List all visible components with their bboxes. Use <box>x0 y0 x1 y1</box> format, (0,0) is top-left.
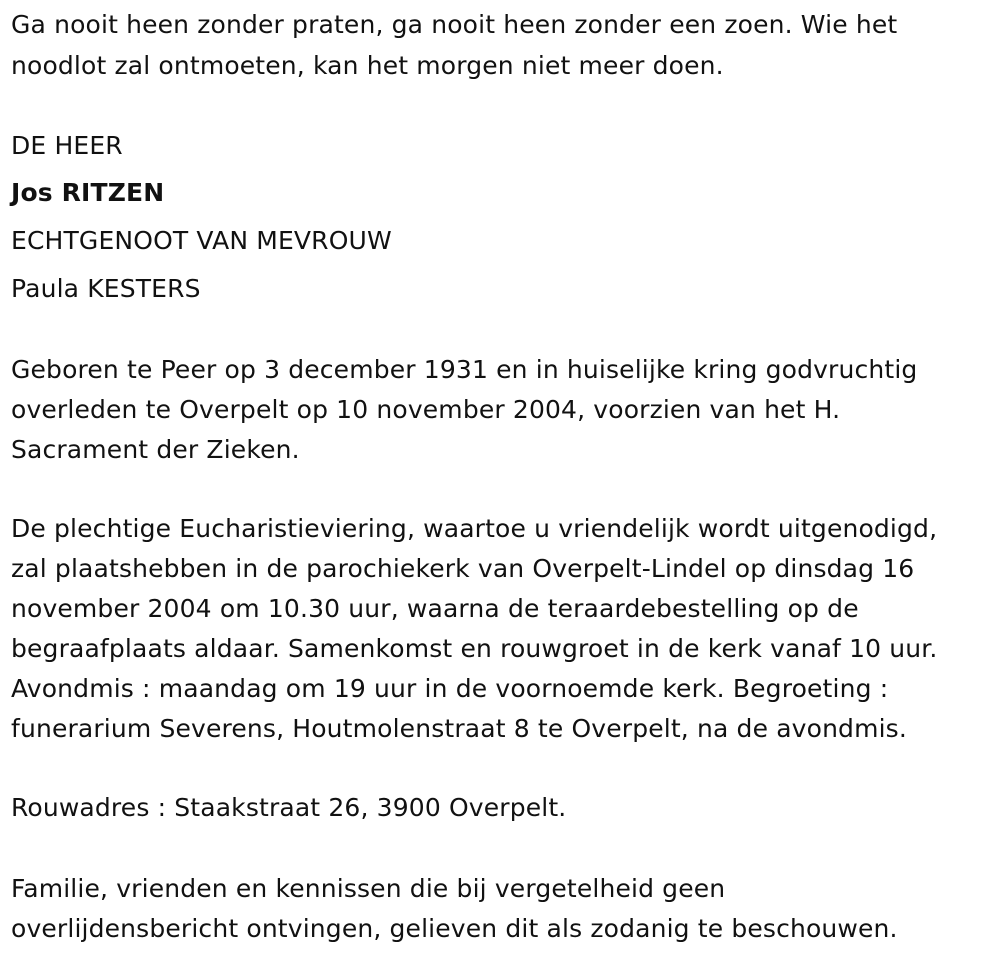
birth-death-line-2: overleden te Overpelt op 10 november 2004, voorzien van het H. <box>11 395 841 424</box>
closing-line-2: overlijdensbericht ontvingen, gelieven dit als zodanig te beschouwen. <box>11 914 898 943</box>
honorific-title: DE HEER <box>11 131 123 160</box>
closing-line-1: Familie, vrienden en kennissen die bij vergetelheid geen <box>11 874 726 903</box>
birth-death-line-3: Sacrament der Zieken. <box>11 435 300 464</box>
ceremony-line-6: funerarium Severens, Houtmolenstraat 8 te Overpelt, na de avondmis. <box>11 714 907 743</box>
relation-label: ECHTGENOOT VAN MEVROUW <box>11 226 392 255</box>
mourning-address: Rouwadres : Staakstraat 26, 3900 Overpelt. <box>11 793 567 822</box>
ceremony-line-1: De plechtige Eucharistieviering, waartoe u vriendelijk wordt uitgenodigd, <box>11 514 938 543</box>
deceased-name: Jos RITZEN <box>11 178 165 207</box>
ceremony-line-2: zal plaatshebben in de parochiekerk van Overpelt-Lindel op dinsdag 16 <box>11 554 915 583</box>
ceremony-line-4: begraafplaats aldaar. Samenkomst en rouwgroet in de kerk vanaf 10 uur. <box>11 634 938 663</box>
birth-death-line-1: Geboren te Peer op 3 december 1931 en in huiselijke kring godvruchtig <box>11 355 918 384</box>
ceremony-line-5: Avondmis : maandag om 19 uur in de voornoemde kerk. Begroeting : <box>11 674 889 703</box>
motto-line-1: Ga nooit heen zonder praten, ga nooit heen zonder een zoen. Wie het <box>11 10 898 39</box>
motto-line-2: noodlot zal ontmoeten, kan het morgen niet meer doen. <box>11 51 724 80</box>
spouse-name: Paula KESTERS <box>11 274 201 303</box>
ceremony-line-3: november 2004 om 10.30 uur, waarna de teraardebestelling op de <box>11 594 859 623</box>
